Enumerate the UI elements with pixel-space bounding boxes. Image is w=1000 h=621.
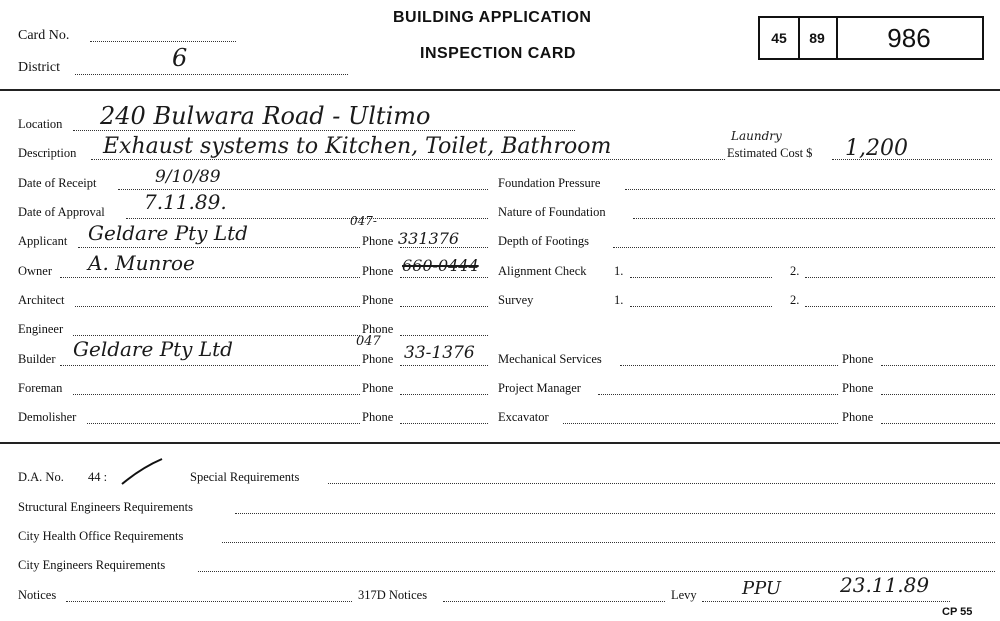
district-line[interactable] [75, 74, 348, 75]
engineer-phone-line[interactable] [400, 335, 488, 336]
applicant-phone-value: 331376 [398, 229, 460, 248]
engineer-line[interactable] [73, 335, 360, 336]
owner-label: Owner [18, 264, 53, 278]
health-requirements-line[interactable] [222, 542, 995, 543]
survey-label: Survey [498, 293, 534, 307]
card-number-part-a: 45 [760, 18, 800, 58]
excavator-line[interactable] [563, 423, 838, 424]
description-insert: Laundry [731, 129, 782, 143]
foreman-phone-line[interactable] [400, 394, 488, 395]
survey-1-line[interactable] [630, 306, 772, 307]
estimated-cost-label: Estimated Cost $ [727, 146, 813, 160]
da-no-slash-mark [118, 456, 166, 488]
alignment-check-1-line[interactable] [630, 277, 772, 278]
header-divider [0, 89, 1000, 91]
form-code: CP 55 [942, 606, 973, 618]
architect-phone-label: Phone [362, 293, 394, 307]
description-line[interactable] [91, 159, 725, 160]
date-approval-label: Date of Approval [18, 205, 105, 219]
demolisher-phone-line[interactable] [400, 423, 488, 424]
architect-line[interactable] [75, 306, 360, 307]
architect-label: Architect [18, 293, 65, 307]
mechanical-phone-line[interactable] [881, 365, 995, 366]
mechanical-phone-label: Phone [842, 352, 874, 366]
city-engineers-requirements-label: City Engineers Requirements [18, 558, 166, 572]
special-requirements-line[interactable] [328, 483, 995, 484]
health-requirements-label: City Health Office Requirements [18, 529, 184, 543]
owner-phone-line[interactable] [400, 277, 488, 278]
applicant-value: Geldare Pty Ltd [88, 221, 248, 245]
card-no-line[interactable] [90, 41, 236, 42]
survey-2-line[interactable] [805, 306, 995, 307]
applicant-phone-label: Phone [362, 234, 394, 248]
applicant-label: Applicant [18, 234, 68, 248]
project-manager-line[interactable] [598, 394, 838, 395]
structural-requirements-label: Structural Engineers Requirements [18, 500, 193, 514]
survey-1-label: 1. [614, 293, 624, 307]
city-engineers-requirements-line[interactable] [198, 571, 995, 572]
project-manager-phone-label: Phone [842, 381, 874, 395]
levy-date: 23.11.89 [840, 573, 930, 597]
description-value: Exhaust systems to Kitchen, Toilet, Bathroom [103, 134, 612, 159]
notices-317d-label: 317D Notices [358, 588, 428, 602]
location-line[interactable] [73, 130, 575, 131]
levy-label: Levy [671, 588, 697, 602]
mechanical-services-label: Mechanical Services [498, 352, 602, 366]
owner-phone-label: Phone [362, 264, 394, 278]
project-manager-label: Project Manager [498, 381, 581, 395]
owner-phone-value-struck: 660-0444 [402, 256, 479, 275]
foreman-line[interactable] [73, 394, 360, 395]
owner-value: A. Munroe [88, 251, 195, 275]
foundation-pressure-label: Foundation Pressure [498, 176, 601, 190]
alignment-check-2-label: 2. [790, 264, 800, 278]
levy-value: PPU [742, 578, 782, 599]
levy-line[interactable] [702, 601, 950, 602]
owner-line[interactable] [60, 277, 360, 278]
builder-label: Builder [18, 352, 56, 366]
details-divider [0, 442, 1000, 444]
alignment-check-label: Alignment Check [498, 264, 587, 278]
title-line-2: INSPECTION CARD [420, 45, 576, 62]
card-no-label: Card No. [18, 28, 70, 43]
depth-footings-line[interactable] [613, 247, 995, 248]
project-manager-phone-line[interactable] [881, 394, 995, 395]
da-no-value: 44 : [88, 470, 108, 484]
date-receipt-value: 9/10/89 [155, 167, 221, 187]
alignment-check-2-line[interactable] [805, 277, 995, 278]
excavator-phone-line[interactable] [881, 423, 995, 424]
demolisher-phone-label: Phone [362, 410, 394, 424]
engineer-label: Engineer [18, 322, 64, 336]
notices-317d-line[interactable] [443, 601, 665, 602]
builder-value: Geldare Pty Ltd [73, 337, 233, 361]
depth-footings-label: Depth of Footings [498, 234, 589, 248]
builder-phone-value: 33-1376 [404, 343, 475, 363]
nature-foundation-line[interactable] [633, 218, 995, 219]
builder-phone-label: Phone [362, 352, 394, 366]
estimated-cost-value: 1,200 [845, 136, 908, 161]
special-requirements-label: Special Requirements [190, 470, 300, 484]
card-number-box [758, 16, 984, 60]
mechanical-services-line[interactable] [620, 365, 838, 366]
card-number-part-c: 986 [887, 22, 931, 53]
da-no-label: D.A. No. [18, 470, 64, 484]
nature-foundation-label: Nature of Foundation [498, 205, 606, 219]
builder-phone-line[interactable] [400, 365, 488, 366]
applicant-line[interactable] [78, 247, 360, 248]
alignment-check-1-label: 1. [614, 264, 624, 278]
foreman-label: Foreman [18, 381, 63, 395]
location-value: 240 Bulwara Road - Ultimo [100, 102, 431, 130]
description-label: Description [18, 146, 77, 160]
excavator-label: Excavator [498, 410, 549, 424]
district-value: 6 [172, 44, 188, 72]
location-label: Location [18, 117, 63, 131]
card-number-part-b: 89 [798, 18, 838, 58]
title-line-1: BUILDING APPLICATION [393, 9, 592, 26]
applicant-phone-prefix: 047- [350, 214, 377, 228]
foreman-phone-label: Phone [362, 381, 394, 395]
engineer-phone-label: Phone [362, 322, 394, 336]
demolisher-label: Demolisher [18, 410, 77, 424]
architect-phone-line[interactable] [400, 306, 488, 307]
structural-requirements-line[interactable] [235, 513, 995, 514]
builder-line[interactable] [60, 365, 360, 366]
date-approval-value: 7.11.89. [144, 190, 227, 214]
notices-line[interactable] [66, 601, 352, 602]
demolisher-line[interactable] [87, 423, 360, 424]
survey-2-label: 2. [790, 293, 800, 307]
date-approval-line[interactable] [126, 218, 488, 219]
foundation-pressure-line[interactable] [625, 189, 995, 190]
excavator-phone-label: Phone [842, 410, 874, 424]
district-label: District [18, 60, 60, 75]
date-receipt-label: Date of Receipt [18, 176, 97, 190]
notices-label: Notices [18, 588, 57, 602]
builder-phone-prefix: 047 [356, 334, 381, 349]
